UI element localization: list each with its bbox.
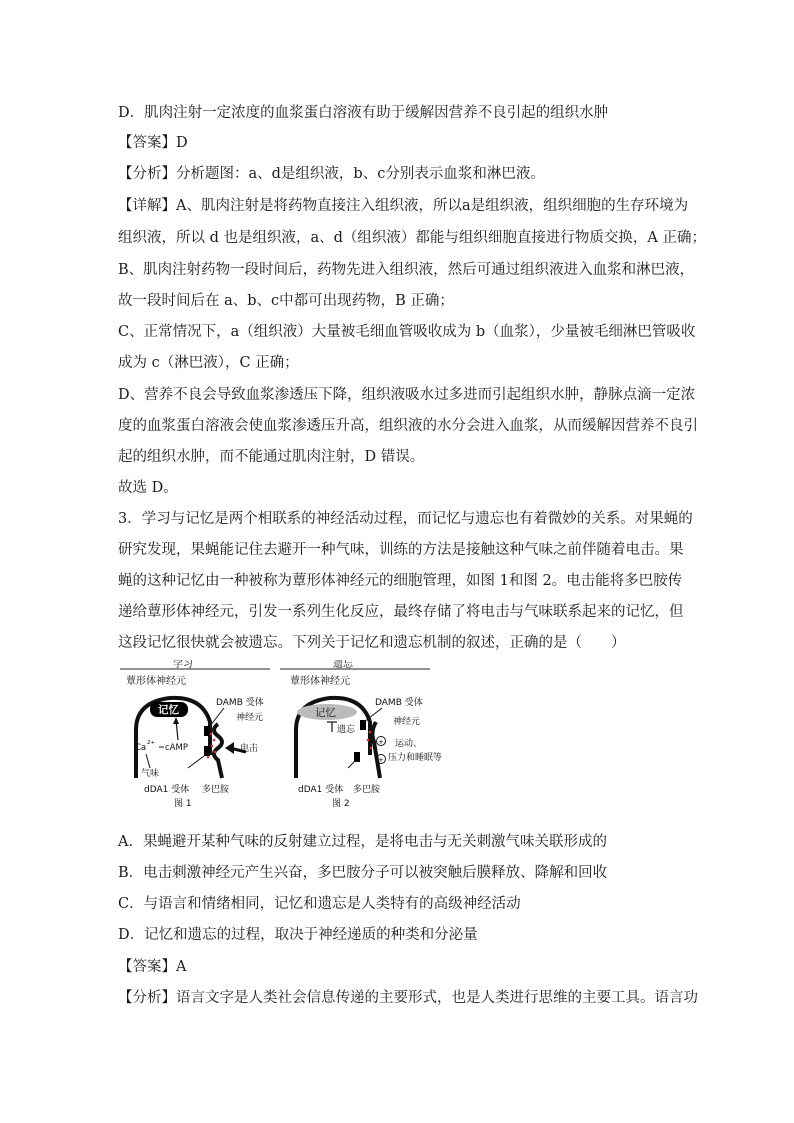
fig2-pressure: 压力和睡眠等 — [388, 753, 443, 763]
option-d: D．记忆和遗忘的过程，取决于神经递质的种类和分泌量 — [118, 927, 478, 943]
detail-line-1: 【详解】A、肌肉注射是将药物直接注入组织液，所以a是组织液，组织细胞的生存环境为 — [118, 198, 689, 214]
fig1-shock: 电击 — [240, 744, 259, 754]
figure-2 — [280, 660, 442, 809]
fig1-caption: 图 1 — [174, 799, 192, 809]
answer: 【答案】A — [118, 959, 187, 975]
fig1-neuron-label: 蕈形体神经元 — [126, 676, 186, 687]
fig2-da1: dDA1 受体 — [298, 785, 344, 795]
detail-line-3: B、肌肉注射药物一段时间后，药物先进入组织液，然后可通过组织液进入血浆和淋巴液， — [118, 262, 695, 278]
fig1-damb: DAMB 受体 — [216, 698, 264, 708]
fig2-caption: 图 2 — [332, 799, 350, 809]
fig2-memory: 记忆 — [315, 707, 336, 719]
option-a: A．果蝇避开某种气味的反射建立过程，是将电击与无关刺激气味关联形成的 — [118, 834, 607, 850]
fig1-memory: 记忆 — [158, 704, 179, 716]
question-line-3: 蝇的这种记忆由一种被称为蕈形体神经元的细胞管理，如图 1和图 2。电击能将多巴胺传 — [118, 573, 683, 589]
fig2-neuron: 神经元 — [393, 717, 421, 727]
choose-d: 故选 D。 — [118, 480, 178, 496]
fig1-ca: Ca — [135, 743, 147, 753]
detail-line-7: D、营养不良会导致血浆渗透压下降，组织液吸水过多进而引起组织水肿，静脉点滴一定浓 — [118, 387, 696, 403]
fig2-exercise: 运动、 — [395, 739, 423, 749]
detail-line-2: 组织液，所以 d 也是组织液，a、d（组织液）都能与组织细胞直接进行物质交换，A 正确； — [118, 230, 707, 246]
fig1-da1: dDA1 受体 — [144, 785, 190, 795]
fig1-dopamine: 多巴胺 — [202, 785, 230, 795]
fig2-plus-1: + — [378, 738, 384, 746]
option-b: B．电击刺激神经元产生兴奋，多巴胺分子可以被突触后膜释放、降解和回收 — [118, 865, 608, 881]
option-d-prev: D．肌肉注射一定浓度的血浆蛋白溶液有助于缓解因营养不良引起的组织水肿 — [118, 105, 609, 121]
memory-forgetting-figure — [118, 660, 468, 820]
detail-line-5: C、正常情况下，a（组织液）大量被毛细血管吸收成为 b（血浆），少量被毛细淋巴管吸收 — [118, 324, 696, 340]
fig2-neuron-label: 蕈形体神经元 — [290, 676, 350, 687]
detail-line-6: 成为 c（淋巴液），C 正确； — [118, 355, 299, 371]
analysis-prev: 【分析】分析题图：a、d是组织液，b、c分别表示血浆和淋巴液。 — [118, 166, 545, 182]
detail-line-4: 故一段时间后在 a、b、c中都可出现药物，B 正确； — [118, 293, 454, 309]
fig1-camp: cAMP — [165, 743, 188, 753]
fig2-damb: DAMB 受体 — [375, 698, 423, 708]
question-line-4: 递给蕈形体神经元，引发一系列生化反应，最终存储了将电击与气味联系起来的记忆，但 — [118, 604, 684, 620]
fig2-plus-2: + — [378, 756, 384, 764]
question-line-2: 研究发现，果蝇能记住去避开一种气味，训练的方法是接触这种气味之前伴随着电击。果 — [118, 542, 684, 558]
fig2-dopamine: 多巴胺 — [353, 785, 381, 795]
fig1-smell: 气味 — [141, 769, 160, 779]
analysis: 【分析】语言文字是人类社会信息传递的主要形式，也是人类进行思维的主要工具。语言功 — [118, 990, 698, 1006]
fig2-forget: 遗忘 — [337, 725, 356, 735]
figure-1 — [120, 660, 270, 809]
fig2-header: 遗忘 — [333, 660, 353, 670]
fig1-ca-sup: 2+ — [147, 740, 156, 746]
question-line-1: 3．学习与记忆是两个相联系的神经活动过程，而记忆与遗忘也有着微妙的关系。对果蝇的 — [118, 511, 693, 527]
question-line-5: 这段记忆很快就会被遗忘。下列关于记忆和遗忘机制的叙述，正确的是（ ） — [118, 635, 626, 651]
fig1-header: 学习 — [173, 660, 193, 670]
answer-prev: 【答案】D — [118, 135, 188, 151]
detail-line-8: 度的血浆蛋白溶液会使血浆渗透压升高，组织液的水分会进入血浆，从而缓解因营养不良引 — [118, 418, 698, 434]
fig1-neuron: 神经元 — [236, 713, 264, 723]
detail-line-9: 起的组织水肿，而不能通过肌肉注射，D 错误。 — [118, 449, 425, 465]
option-c: C．与语言和情绪相同，记忆和遗忘是人类特有的高级神经活动 — [118, 896, 521, 912]
